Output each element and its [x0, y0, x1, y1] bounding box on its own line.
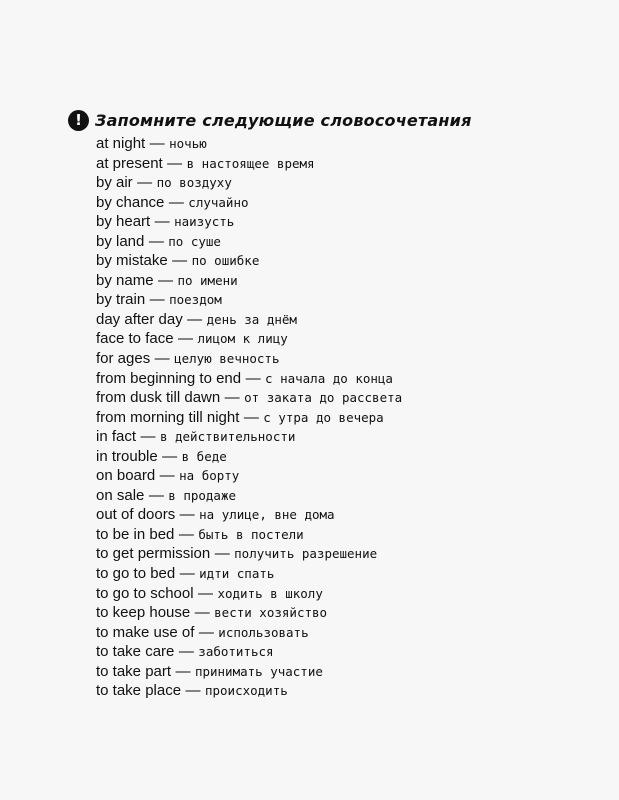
phrase-row [96, 173, 402, 193]
phrase-russian: от заката до рассвета [244, 390, 403, 406]
phrase-separator: — [245, 369, 261, 387]
phrase-english: to take place [96, 682, 182, 700]
phrase-english: on sale [96, 486, 145, 504]
phrase-separator: — [198, 623, 214, 641]
phrase-english: for ages [96, 350, 151, 368]
phrase-row [96, 193, 402, 213]
phrase-row [96, 212, 402, 232]
phrase-list [96, 134, 402, 701]
phrase-row [96, 642, 402, 662]
phrase-russian: в настоящее время [186, 155, 315, 171]
section-heading [68, 107, 472, 133]
phrase-separator: — [149, 135, 165, 152]
phrase-separator: — [187, 310, 203, 328]
phrase-row [96, 408, 402, 428]
phrase-row [96, 310, 402, 330]
phrase-english: by mistake [96, 252, 168, 270]
phrase-row [96, 427, 402, 447]
phrase-separator: — [214, 545, 230, 563]
phrase-english: by name [96, 271, 154, 289]
phrase-russian: поездом [169, 292, 222, 308]
phrase-english: to take part [96, 662, 172, 680]
phrase-separator: — [178, 525, 194, 543]
phrase-row [96, 369, 402, 389]
phrase-russian: в действительности [159, 429, 296, 445]
phrase-russian: целую вечность [174, 351, 280, 367]
phrase-row [96, 662, 402, 682]
phrase-separator: — [224, 389, 240, 407]
phrase-row [96, 447, 402, 467]
phrase-row [96, 505, 402, 525]
phrase-english: at night [96, 135, 146, 152]
phrase-row [96, 290, 402, 310]
phrase-russian: заботиться [198, 644, 274, 660]
phrase-russian: ночью [169, 136, 207, 151]
phrase-english: out of doors [96, 506, 176, 524]
phrase-russian: получить разрешение [234, 546, 378, 562]
phrase-separator: — [185, 682, 201, 700]
phrase-russian: использовать [218, 624, 309, 640]
phrase-row [96, 329, 402, 349]
phrase-separator: — [158, 271, 173, 289]
phrase-russian: с утра до вечера [263, 409, 384, 425]
phrase-row [96, 486, 402, 506]
phrase-row [96, 466, 402, 486]
phrase-english: from beginning to end [96, 369, 242, 387]
phrase-row [96, 134, 402, 154]
heading-text: Запомните следующие словосочетания [95, 110, 472, 130]
phrase-separator: — [148, 232, 164, 250]
phrase-russian: по воздуху [156, 175, 232, 191]
phrase-separator: — [159, 467, 175, 485]
phrase-row [96, 232, 402, 252]
phrase-english: from dusk till dawn [96, 389, 221, 407]
phrase-russian: принимать участие [194, 663, 323, 679]
phrase-english: to be in bed [96, 525, 175, 543]
phrase-english: to make use of [96, 623, 195, 641]
phrase-english: on board [96, 467, 156, 485]
phrase-separator: — [175, 662, 191, 680]
phrase-separator: — [167, 154, 183, 172]
phrase-english: to go to bed [96, 565, 176, 583]
phrase-separator: — [162, 447, 178, 465]
phrase-english: to take care [96, 643, 175, 661]
phrase-russian: быть в постели [198, 526, 304, 542]
phrase-russian: лицом к лицу [197, 331, 288, 347]
phrase-row [96, 388, 402, 408]
phrase-russian: вести хозяйство [214, 605, 328, 621]
phrase-row [96, 271, 402, 291]
phrase-row [96, 603, 402, 623]
phrase-separator: — [243, 408, 259, 426]
phrase-row [96, 564, 402, 584]
phrase-russian: идти спать [199, 566, 275, 582]
phrase-russian: наизусть [174, 214, 235, 230]
phrase-english: by land [96, 232, 145, 250]
phrase-english: to get permission [96, 545, 211, 563]
phrase-separator: — [179, 565, 195, 583]
phrase-russian: ходить в школу [217, 585, 323, 601]
phrase-english: to go to school [96, 584, 194, 602]
exclamation-icon: ! [68, 110, 89, 131]
phrase-row [96, 584, 402, 604]
phrase-separator: — [178, 330, 194, 348]
phrase-russian: происходить [204, 683, 288, 699]
phrase-separator: — [179, 506, 195, 524]
phrase-english: in trouble [96, 447, 158, 465]
phrase-row [96, 251, 402, 271]
phrase-english: by train [96, 291, 146, 309]
phrase-separator: — [178, 643, 194, 661]
phrase-english: by air [96, 174, 133, 192]
phrase-english: day after day [96, 310, 183, 328]
phrase-english: by chance [96, 193, 165, 211]
phrase-russian: по имени [177, 272, 238, 288]
phrase-separator: — [149, 291, 165, 309]
phrase-english: to keep house [96, 604, 191, 622]
phrase-english: in fact [96, 428, 137, 446]
phrase-russian: день за днём [206, 311, 297, 327]
phrase-english: from morning till night [96, 408, 240, 426]
phrase-row [96, 525, 402, 545]
phrase-russian: по ошибке [191, 253, 260, 269]
phrase-separator: — [137, 174, 153, 192]
phrase-russian: на улице, вне дома [199, 507, 335, 523]
phrase-english: face to face [96, 330, 174, 348]
phrase-russian: в беде [181, 448, 227, 464]
phrase-separator: — [154, 213, 170, 231]
phrase-separator: — [168, 193, 184, 211]
phrase-russian: в продаже [168, 487, 237, 503]
phrase-separator: — [148, 486, 164, 504]
phrase-row [96, 681, 402, 701]
phrase-separator: — [154, 350, 170, 368]
phrase-separator: — [194, 604, 210, 622]
phrase-english: at present [96, 154, 163, 172]
phrase-row [96, 623, 402, 643]
phrase-russian: по суше [168, 233, 221, 249]
phrase-russian: случайно [188, 194, 249, 210]
phrase-russian: на борту [179, 468, 240, 484]
phrase-english: by heart [96, 213, 151, 231]
phrase-row [96, 349, 402, 369]
phrase-row [96, 544, 402, 564]
phrase-separator: — [198, 584, 214, 602]
phrase-separator: — [172, 252, 188, 270]
phrase-russian: с начала до конца [265, 370, 393, 386]
phrase-row [96, 154, 402, 174]
phrase-separator: — [140, 428, 156, 446]
